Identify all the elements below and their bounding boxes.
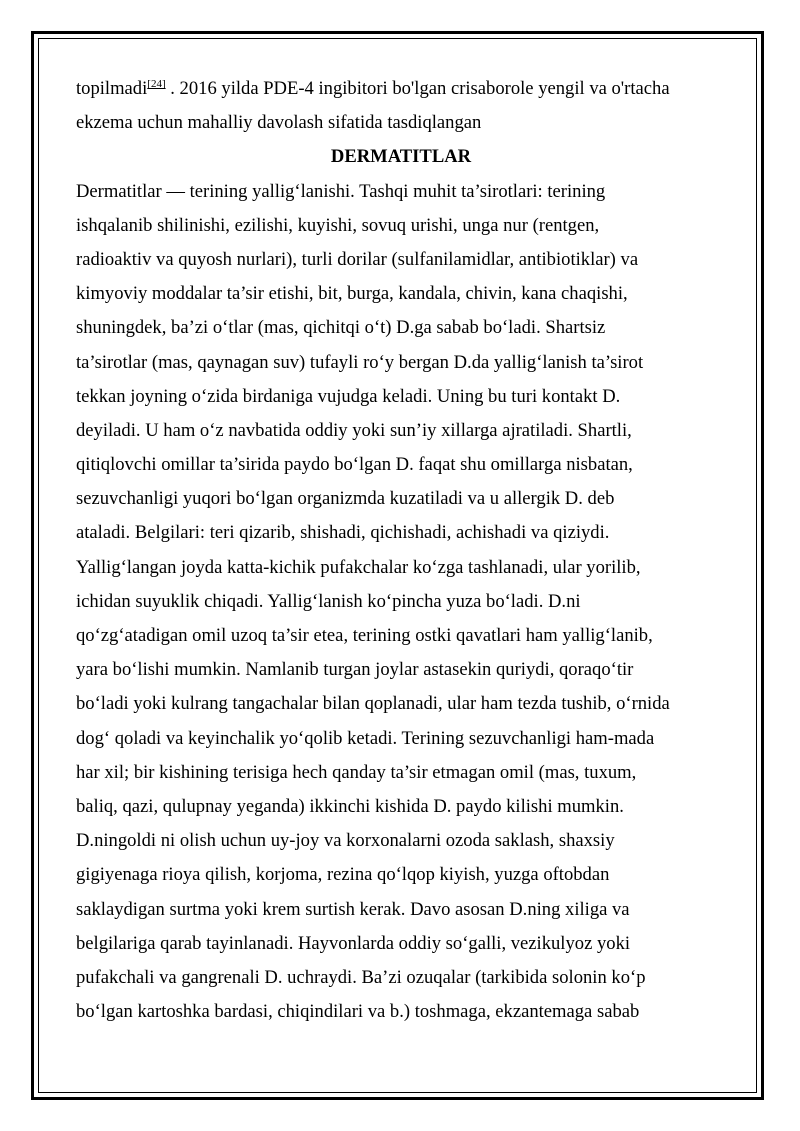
paragraph-line: bo‘lgan kartoshka bardasi, chiqindilari va b.) toshmaga, ekzantemaga sabab bbox=[76, 1001, 640, 1023]
paragraph-line: ishqalanib shilinishi, ezilishi, kuyishi, sovuq urishi, unga nur (rentgen, bbox=[76, 214, 600, 236]
paragraph-line: shuningdek, ba’zi o‘tlar (mas, qichitqi o‘t) D.ga sabab bo‘ladi. Shartsiz bbox=[76, 317, 606, 339]
paragraph-line: pufakchali va gangrenali D. uchraydi. Ba’zi ozuqalar (tarkibida solonin ko‘p bbox=[76, 966, 646, 988]
paragraph-line: qo‘zg‘atadigan omil uzoq ta’sir etea, terining ostki qavatlari ham yallig‘lanib, bbox=[76, 625, 653, 646]
paragraph-line: deyiladi. U ham o‘z navbatida oddiy yoki sun’iy xillarga ajratiladi. Shartli, bbox=[76, 419, 632, 441]
paragraph-line: sezuvchanligi yuqori bo‘lgan organizmda kuzatiladi va u allergik D. deb bbox=[76, 488, 615, 510]
paragraph-line: Dermatitlar — terining yallig‘lanishi. Tashqi muhit ta’sirotlari: terining bbox=[76, 180, 606, 202]
paragraph-line: har xil; bir kishining terisiga hech qanday ta’sir etmagan omil (mas, tuxum, bbox=[76, 761, 637, 783]
paragraph-line: qitiqlovchi omillar ta’sirida paydo bo‘lgan D. faqat shu omillarga nisbatan, bbox=[76, 454, 633, 476]
paragraph-line: Yallig‘langan joyda katta-kichik pufakchalar ko‘zga tashlanadi, ular yorilib, bbox=[76, 556, 641, 578]
document-body bbox=[76, 72, 726, 1029]
intro-rest: . 2016 yilda PDE-4 ingibitori bo'lgan crisaborole yengil va o'rtacha bbox=[165, 78, 670, 99]
section-paragraph bbox=[76, 175, 726, 1030]
paragraph-line: gigiyenaga rioya qilish, korjoma, rezina qo‘lqop kiyish, yuzga oftobdan bbox=[76, 864, 610, 886]
paragraph-line: baliq, qazi, qulupnay yeganda) ikkinchi kishida D. paydo kilishi mumkin. bbox=[76, 795, 624, 817]
paragraph-line: kimyoviy moddalar ta’sir etishi, bit, burga, kandala, chivin, kana chaqishi, bbox=[76, 283, 628, 305]
paragraph-line: ichidan suyuklik chiqadi. Yallig‘lanish ko‘pincha yuza bo‘ladi. D.ni bbox=[76, 590, 581, 612]
paragraph-line: ataladi. Belgilari: teri qizarib, shishadi, qichishadi, achishadi va qiziydi. bbox=[76, 522, 610, 544]
paragraph-line: dog‘ qoladi va keyinchalik yo‘qolib ketadi. Terining sezuvchanligi ham-mada bbox=[76, 727, 655, 749]
intro-line-2: ekzema uchun mahalliy davolash sifatida tasdiqlangan bbox=[76, 112, 482, 134]
footnote-reference-link[interactable]: [24] bbox=[147, 77, 166, 90]
paragraph-line: D.ningoldi ni olish uchun uy-joy va korxonalarni ozoda saklash, shaxsiy bbox=[76, 830, 615, 852]
paragraph-line: tekkan joyning o‘zida birdaniga vujudga keladi. Uning bu turi kontakt D. bbox=[76, 385, 621, 407]
paragraph-line: ta’sirotlar (mas, qaynagan suv) tufayli ro‘y bergan D.da yallig‘lanish ta’sirot bbox=[76, 351, 644, 373]
intro-line-1 bbox=[76, 72, 726, 106]
paragraph-line: belgilariga qarab tayinlanadi. Hayvonlarda oddiy so‘galli, vezikulyoz yoki bbox=[76, 932, 631, 954]
paragraph-line: saklaydigan surtma yoki krem surtish kerak. Davo asosan D.ning xiliga va bbox=[76, 898, 630, 920]
intro-word: topilmadi bbox=[76, 78, 148, 99]
paragraph-line: radioaktiv va quyosh nurlari), turli dorilar (sulfanilamidlar, antibiotiklar) va bbox=[76, 248, 639, 270]
paragraph-line: yara bo‘lishi mumkin. Namlanib turgan joylar astasekin quriydi, qoraqo‘tir bbox=[76, 659, 634, 681]
paragraph-line: bo‘ladi yoki kulrang tangachalar bilan qoplanadi, ular ham tezda tushib, o‘rnida bbox=[76, 693, 670, 715]
section-heading: DERMATITLAR bbox=[330, 146, 472, 168]
